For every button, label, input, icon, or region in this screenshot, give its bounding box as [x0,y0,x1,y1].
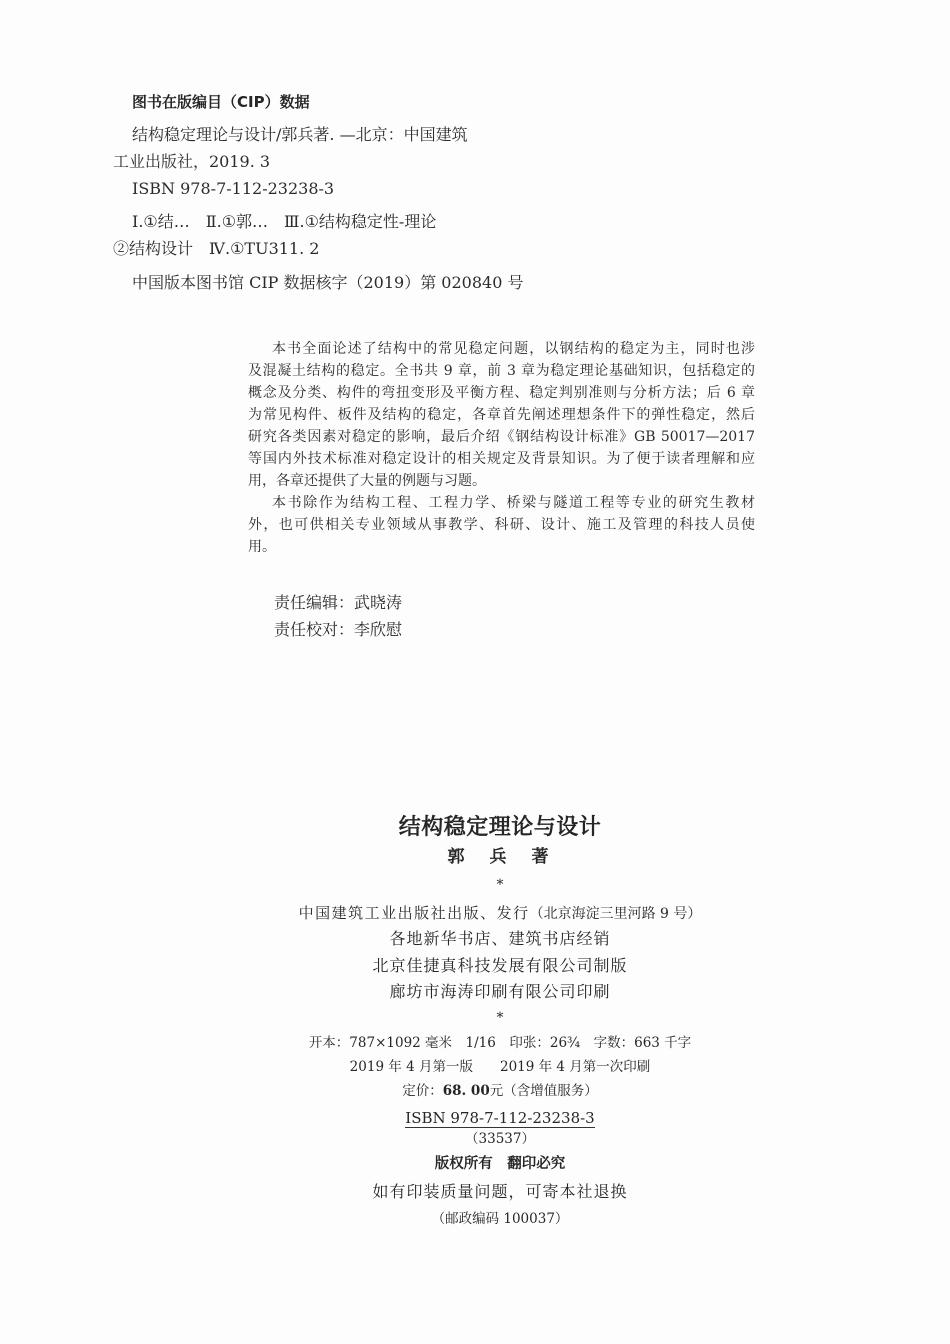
cip-classification-line: ②结构设计 Ⅳ.①TU311. 2 [113,239,320,258]
cip-record-number: 中国版本图书馆 CIP 数据核字（2019）第 020840 号 [132,273,524,292]
abstract-line: 本书除作为结构工程、工程力学、桥梁与隧道工程等专业的研究生教材 [272,495,755,511]
distributor-line: 各地新华书店、建筑书店经销 [389,929,611,948]
abstract-line: 外，也可供相关专业领域从事教学、科研、设计、施工及管理的科技人员使 [248,517,755,533]
abstract-line: 用，各章还提供了大量的例题与习题。 [248,473,486,489]
book-code: （33537） [465,1131,535,1147]
isbn-line [250,1110,750,1128]
abstract-line: 概念及分类、构件的弯扭变形及平衡方程、稳定判别准则与分析方法；后 6 章 [248,385,755,401]
price-line [250,1084,750,1098]
abstract-line: 研究各类因素对稳定的影响，最后介绍《钢结构设计标准》GB 50017—2017 [248,429,755,445]
cip-heading: 图书在版编目（CIP）数据 [132,93,310,111]
responsible-editor: 责任编辑：武晓涛 [274,593,403,612]
separator-asterisk: * [496,1010,504,1026]
responsible-proofreader: 责任校对：李欣慰 [274,620,403,639]
edition-line: 2019 年 4 月第一版 2019 年 4 月第一次印刷 [349,1059,651,1075]
book-title: 结构稳定理论与设计 [398,814,602,840]
cip-isbn-line: ISBN 978-7-112-23238-3 [132,179,335,198]
abstract-line: 为常见构件、板件及结构的稳定，各章首先阐述理想条件下的弹性稳定，然后 [248,407,755,423]
printer-line: 廊坊市海涛印刷有限公司印刷 [389,982,611,1001]
publisher-address: （北京海淀三里河路 9 号） [529,906,702,922]
typesetter-line: 北京佳捷真科技发展有限公司制版 [372,956,628,975]
format-line: 开本：787×1092 毫米 1/16 印张：26¾ 字数：663 千字 [308,1035,692,1051]
abstract-line: 用。 [248,539,276,555]
cip-publisher-line: 工业出版社，2019. 3 [113,152,271,171]
book-abstract [248,338,755,558]
publisher-line [250,905,750,922]
isbn-number: ISBN 978-7-112-23238-3 [405,1109,595,1127]
returns-notice: 如有印装质量问题，可寄本社退换 [372,1182,628,1201]
abstract-line: 本书全面论述了结构中的常见稳定问题，以钢结构的稳定为主，同时也涉 [272,341,755,357]
price-value: 68. 00 [442,1083,490,1099]
separator-asterisk: * [496,877,504,893]
cip-title-line: 结构稳定理论与设计/郭兵著. —北京：中国建筑 [132,125,468,144]
rights-notice: 版权所有 翻印必究 [434,1156,566,1172]
price-label: 定价： [402,1083,443,1099]
abstract-line: 等国内外技术标准对稳定设计的相关规定及背景知识。为了便于读者理解和应 [248,451,755,467]
abstract-line: 及混凝土结构的稳定。全书共 9 章，前 3 章为稳定理论基础知识，包括稳定的 [248,363,755,379]
cip-subject-line: Ⅰ.①结… Ⅱ.①郭… Ⅲ.①结构稳定性-理论 [132,212,437,231]
book-author: 郭 兵 著 [447,847,553,867]
price-suffix: 元（含增值服务） [489,1083,598,1099]
postal-code: （邮政编码 100037） [431,1211,569,1227]
publisher-name: 中国建筑工业出版社出版、发行 [298,904,530,922]
